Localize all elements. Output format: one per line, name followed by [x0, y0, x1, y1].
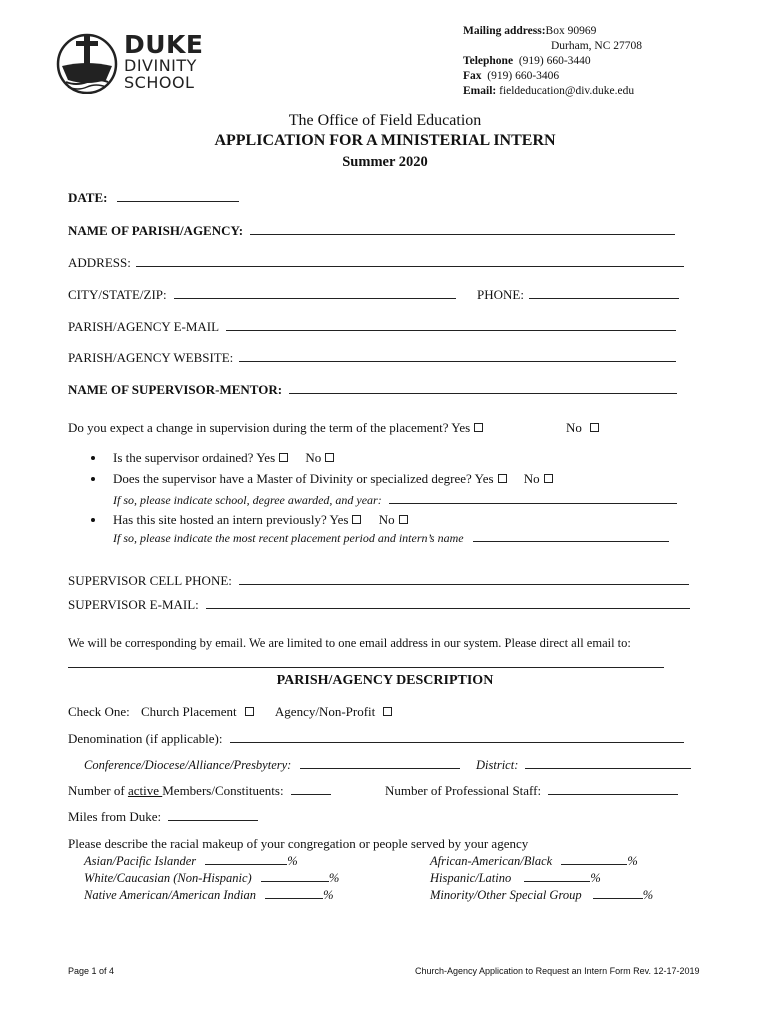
group-hispanic-label: Hispanic/Latino: [430, 871, 512, 885]
district-field: [476, 757, 691, 773]
conference-field: [84, 757, 460, 773]
supervision-change-yes-label: Yes: [451, 420, 471, 435]
supervisor-email-input-line[interactable]: [206, 597, 690, 609]
supervisor-mentor-input-line[interactable]: [289, 382, 677, 394]
date-field: [68, 190, 239, 206]
page-title: APPLICATION FOR A MINISTERIAL INTERN: [214, 132, 556, 149]
supervision-change-no-label: No: [566, 420, 582, 435]
group-african-american-input-line[interactable]: [561, 853, 627, 865]
staff-input-line[interactable]: [548, 783, 678, 795]
address-label: ADDRESS:: [68, 255, 131, 270]
denomination-input-line[interactable]: [230, 731, 684, 743]
ordained-yes-label: Yes: [256, 450, 276, 465]
group-minority-other-label: Minority/Other Special Group: [430, 888, 582, 902]
city-state-zip-field: [68, 287, 456, 303]
supervisor-email-field: [68, 597, 690, 613]
supervisor-cell-label: SUPERVISOR CELL PHONE:: [68, 573, 232, 588]
ordained-no-checkbox[interactable]: [325, 453, 334, 462]
degree-no-label: No: [523, 471, 540, 486]
conference-label: Conference/Diocese/Alliance/Presbytery:: [84, 758, 292, 772]
percent-sign: %: [323, 888, 334, 902]
intern-note-text: If so, please indicate the most recent placement period and intern’s name: [113, 531, 464, 545]
term-title: Summer 2020: [342, 154, 428, 170]
parish-name-input-line[interactable]: [250, 223, 675, 235]
phone-field: [477, 287, 679, 303]
supervision-change-question: [68, 420, 483, 436]
group-hispanic-input-line[interactable]: [524, 870, 590, 882]
group-white: [84, 870, 339, 886]
members-field: [68, 783, 331, 799]
intern-note: [113, 530, 669, 546]
email-contact: [463, 84, 634, 99]
degree-note-text: If so, please indicate school, degree awarded, and year:: [113, 493, 382, 507]
phone-input-line[interactable]: [529, 287, 679, 299]
percent-sign: %: [328, 871, 340, 885]
fax: [463, 69, 559, 84]
bullet-hosted: [113, 512, 408, 528]
section-heading-description: PARISH/AGENCY DESCRIPTION: [276, 673, 494, 688]
group-minority-other-input-line[interactable]: [593, 887, 643, 899]
fax-value: (919) 660-3406: [487, 70, 560, 82]
denomination-label: Denomination (if applicable):: [68, 731, 223, 746]
telephone-label: Telephone: [463, 55, 514, 67]
percent-sign: %: [590, 871, 601, 885]
parish-email-label: PARISH/AGENCY E-MAIL: [68, 319, 219, 334]
degree-question: Does the supervisor have a Master of Divinity or specialized degree?: [113, 471, 472, 486]
mailing-line2: Durham, NC 27708: [551, 40, 643, 52]
conference-input-line[interactable]: [300, 757, 460, 769]
supervisor-cell-field: [68, 573, 689, 589]
ordained-question: Is the supervisor ordained?: [113, 450, 254, 465]
email-label: Email:: [463, 85, 497, 97]
group-minority-other: [430, 887, 653, 903]
group-native-label: Native American/American Indian: [84, 888, 256, 902]
bullet-dot: [91, 518, 95, 522]
telephone-value: (919) 660-3440: [518, 55, 591, 67]
hosted-no-label: No: [378, 512, 395, 527]
group-native-input-line[interactable]: [265, 887, 323, 899]
office-title: The Office of Field Education: [288, 112, 482, 129]
hosted-no-checkbox[interactable]: [399, 515, 408, 524]
hosted-yes-checkbox[interactable]: [352, 515, 361, 524]
parish-website-field: [68, 350, 676, 366]
percent-sign: %: [627, 854, 638, 868]
parish-website-input-line[interactable]: [239, 350, 676, 362]
supervisor-cell-input-line[interactable]: [239, 573, 689, 585]
supervisor-email-label: SUPERVISOR E-MAIL:: [68, 597, 199, 612]
bullet-dot: [91, 456, 95, 460]
supervision-change-no-checkbox[interactable]: [590, 423, 599, 432]
supervision-change-no: [566, 420, 599, 436]
fax-label: Fax: [463, 70, 482, 82]
district-input-line[interactable]: [525, 757, 691, 769]
miles-field: [68, 809, 258, 825]
members-label-suffix: Members/Constituents:: [162, 783, 284, 798]
supervision-change-yes-checkbox[interactable]: [474, 423, 483, 432]
group-african-american: [430, 853, 638, 869]
degree-note-input-line[interactable]: [389, 492, 677, 504]
group-asian-input-line[interactable]: [205, 853, 287, 865]
supervisor-mentor-field: [68, 382, 677, 398]
miles-input-line[interactable]: [168, 809, 258, 821]
degree-yes-label: Yes: [474, 471, 494, 486]
parish-email-input-line[interactable]: [226, 319, 676, 331]
form-revision: Church-Agency Application to Request an Intern Form Rev. 12-17-2019: [415, 966, 700, 976]
address-input-line[interactable]: [136, 255, 684, 267]
group-native: [84, 887, 334, 903]
mailing-line1: Box 90969: [545, 25, 597, 37]
date-input-line[interactable]: [117, 190, 239, 202]
group-hispanic: [430, 870, 601, 886]
bullet-dot: [91, 477, 95, 481]
staff-label: Number of Professional Staff:: [385, 783, 542, 798]
agency-nonprofit-checkbox[interactable]: [383, 707, 392, 716]
staff-field: [385, 783, 678, 799]
page-number: Page 1 of 4: [68, 966, 115, 976]
racial-question: Please describe the racial makeup of your congregation or people served by your agency: [68, 836, 529, 851]
members-input-line[interactable]: [291, 783, 331, 795]
group-asian-label: Asian/Pacific Islander: [84, 854, 197, 868]
group-asian: [84, 853, 298, 869]
agency-nonprofit-label: Agency/Non-Profit: [274, 704, 376, 719]
check-one-label: Check One:: [68, 704, 130, 719]
parish-email-field: [68, 319, 676, 335]
members-label-active: active: [127, 783, 163, 798]
district-label: District:: [476, 758, 519, 772]
intern-note-input-line[interactable]: [473, 530, 669, 542]
logo-line-divinity: DIVINITY: [124, 56, 197, 75]
supervisor-mentor-label: NAME OF SUPERVISOR-MENTOR:: [68, 382, 283, 397]
members-label-prefix: Number of: [68, 783, 128, 798]
group-white-input-line[interactable]: [261, 870, 329, 882]
degree-note: [113, 492, 677, 508]
logo-line-school: SCHOOL: [124, 73, 195, 92]
telephone: [463, 54, 591, 69]
group-white-label: White/Caucasian (Non-Hispanic): [84, 871, 252, 885]
mailing-label: Mailing address:: [463, 25, 546, 37]
check-one-row: [68, 704, 392, 720]
percent-sign: %: [642, 888, 654, 902]
parish-website-label: PARISH/AGENCY WEBSITE:: [68, 350, 234, 365]
denomination-field: [68, 731, 684, 747]
duke-divinity-logo: [54, 30, 214, 94]
hosted-question: Has this site hosted an intern previously?: [113, 512, 327, 527]
percent-sign: %: [287, 854, 298, 868]
church-placement-label: Church Placement: [140, 704, 237, 719]
logo-line-duke: DUKE: [124, 30, 204, 59]
church-placement-checkbox[interactable]: [245, 707, 254, 716]
ordained-no-label: No: [305, 450, 322, 465]
ship-cross-icon: [54, 30, 120, 94]
parish-name-label: NAME OF PARISH/AGENCY:: [68, 223, 244, 238]
date-label: DATE:: [68, 190, 108, 205]
parish-name-field: [68, 223, 675, 239]
email-value[interactable]: fieldeducation@div.duke.edu: [499, 85, 635, 97]
city-state-zip-input-line[interactable]: [174, 287, 456, 299]
supervision-change-text: Do you expect a change in supervision during the term of the placement?: [68, 420, 449, 435]
degree-no-checkbox[interactable]: [544, 474, 553, 483]
group-african-american-label: African-American/Black: [430, 854, 553, 868]
email-direct-input-line[interactable]: [68, 656, 664, 668]
miles-label: Miles from Duke:: [68, 809, 162, 824]
email-note: We will be corresponding by email. We are limited to one email address in our system. Please direct all email to:: [68, 636, 631, 650]
degree-yes-checkbox[interactable]: [498, 474, 507, 483]
hosted-yes-label: Yes: [329, 512, 349, 527]
city-state-zip-label: CITY/STATE/ZIP:: [68, 287, 167, 302]
bullet-ordained: [113, 450, 334, 466]
address-field: [68, 255, 684, 271]
mailing-address: [463, 24, 596, 39]
ordained-yes-checkbox[interactable]: [279, 453, 288, 462]
bullet-degree: [113, 471, 553, 487]
phone-label: PHONE:: [477, 287, 524, 302]
